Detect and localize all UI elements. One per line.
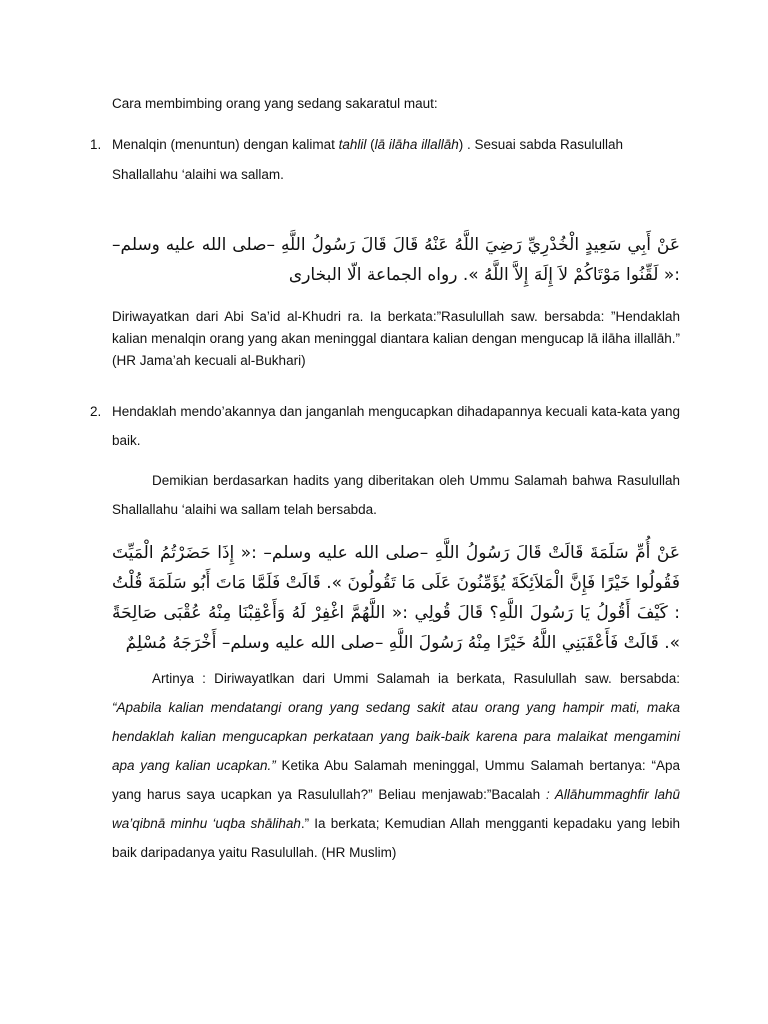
item2-arabic-hadith: عَنْ أُمِّ سَلَمَةَ قَالَتْ قَالَ رَسُولُ اللَّهِ –صلى الله عليه وسلم– :« إِذَا حَضَرْتُمُ الْمَيِّتَ فَقُولُوا خَيْرًا فَإِنَّ الْمَلاَئِكَةَ يُؤَمِّنُونَ عَلَى مَا تَقُولُونَ ». قَالَتْ فَلَمَّا مَاتَ أَبُو سَلَمَةَ قُلْتُ : كَيْفَ أَقُولُ يَا رَسُولَ اللَّهِ؟ قَالَ قُولِي :« اللَّهُمَّ اغْفِرْ لَهُ وَأَعْقِبْنَا مِنْهُ عُقْبَى صَالِحَةً ». قَالَتْ فَأَعْقَبَنِي اللَّهُ خَيْرًا مِنْهُ رَسُولَ اللَّهِ –صلى الله عليه وسلم– أَخْرَجَهُ مُسْلِمٌ — [112, 543, 680, 653]
item2-artinya — [112, 664, 680, 867]
list-number-2: 2. — [90, 404, 102, 419]
item1-text-c: ( — [366, 137, 375, 152]
item1-text-e: ) . Sesuai sabda Rasulullah — [458, 137, 624, 152]
artinya-text-b: Ketika Abu Salamah meninggal, Ummu Salamah bertanya: “Apa yang harus saya ucapkan ya Rasulullah?” Beliau menjawab:”Bacalah — [112, 758, 680, 802]
item2-intro: Demikian berdasarkan hadits yang diberitakan oleh Ummu Salamah bahwa Rasulullah Shallallahu ‘alaihi wa sallam telah bersabda. — [112, 473, 680, 517]
artinya-text-a: Diriwayatlkan dari Ummi Salamah ia berkata, Rasulullah saw. bersabda: — [214, 671, 680, 686]
item1-translation: Diriwayatkan dari Abi Sa’id al-Khudri ra. Ia berkata:”Rasulullah saw. bersabda: ”Hendaklah kalian menalqin orang yang akan meninggal diantara kalian dengan mengucap lā ilāha illallāh.” (HR Jama’ah kecuali al-Bukhari) — [112, 309, 680, 368]
artinya-doa: : Allāhummaghfir lahū wa’qibnā minhu ‘uqba shālihah — [112, 787, 680, 831]
section-heading: Cara membimbing orang yang sedang sakaratul maut: — [112, 96, 438, 111]
item1-tahlil: tahlil — [338, 137, 367, 152]
item1-text-a: Menalqin (menuntun) dengan kalimat — [112, 137, 339, 152]
item2-text: Hendaklah mendo’akannya dan janganlah mengucapkan dihadapannya kecuali kata-kata yang baik. — [112, 404, 680, 448]
artinya-label: Artinya : — [152, 671, 215, 686]
item1-arabic-hadith: عَنْ أَبِي سَعِيدٍ الْخُدْرِيِّ رَضِيَ اللَّهُ عَنْهُ قَالَ قَالَ رَسُولُ اللَّهِ –صلى الله عليه وسلم– :« لَقِّنُوا مَوْتَاكُمْ لاَ إِلَهَ إِلاَّ اللَّهُ ». رواه الجماعة الّا البخارى — [112, 235, 680, 285]
item1-la-ilaha: lā ilāha illallāh — [374, 137, 459, 152]
list-number-1: 1. — [90, 137, 102, 152]
item1-line1 — [112, 130, 682, 159]
artinya-quote: “Apabila kalian mendatangi orang yang sedang sakit atau orang yang hampir mati, maka hendaklah kalian mengucapkan perkataan yang baik-baik karena para malaikat mengamini apa yang kalian ucapkan.” — [112, 700, 680, 773]
artinya-text-c: .” Ia berkata; Kemudian Allah mengganti kepadaku yang lebih baik daripadanya yaitu Rasulullah. (HR Muslim) — [112, 816, 680, 860]
item1-line2: Shallallahu ‘alaihi wa sallam. — [112, 167, 284, 182]
